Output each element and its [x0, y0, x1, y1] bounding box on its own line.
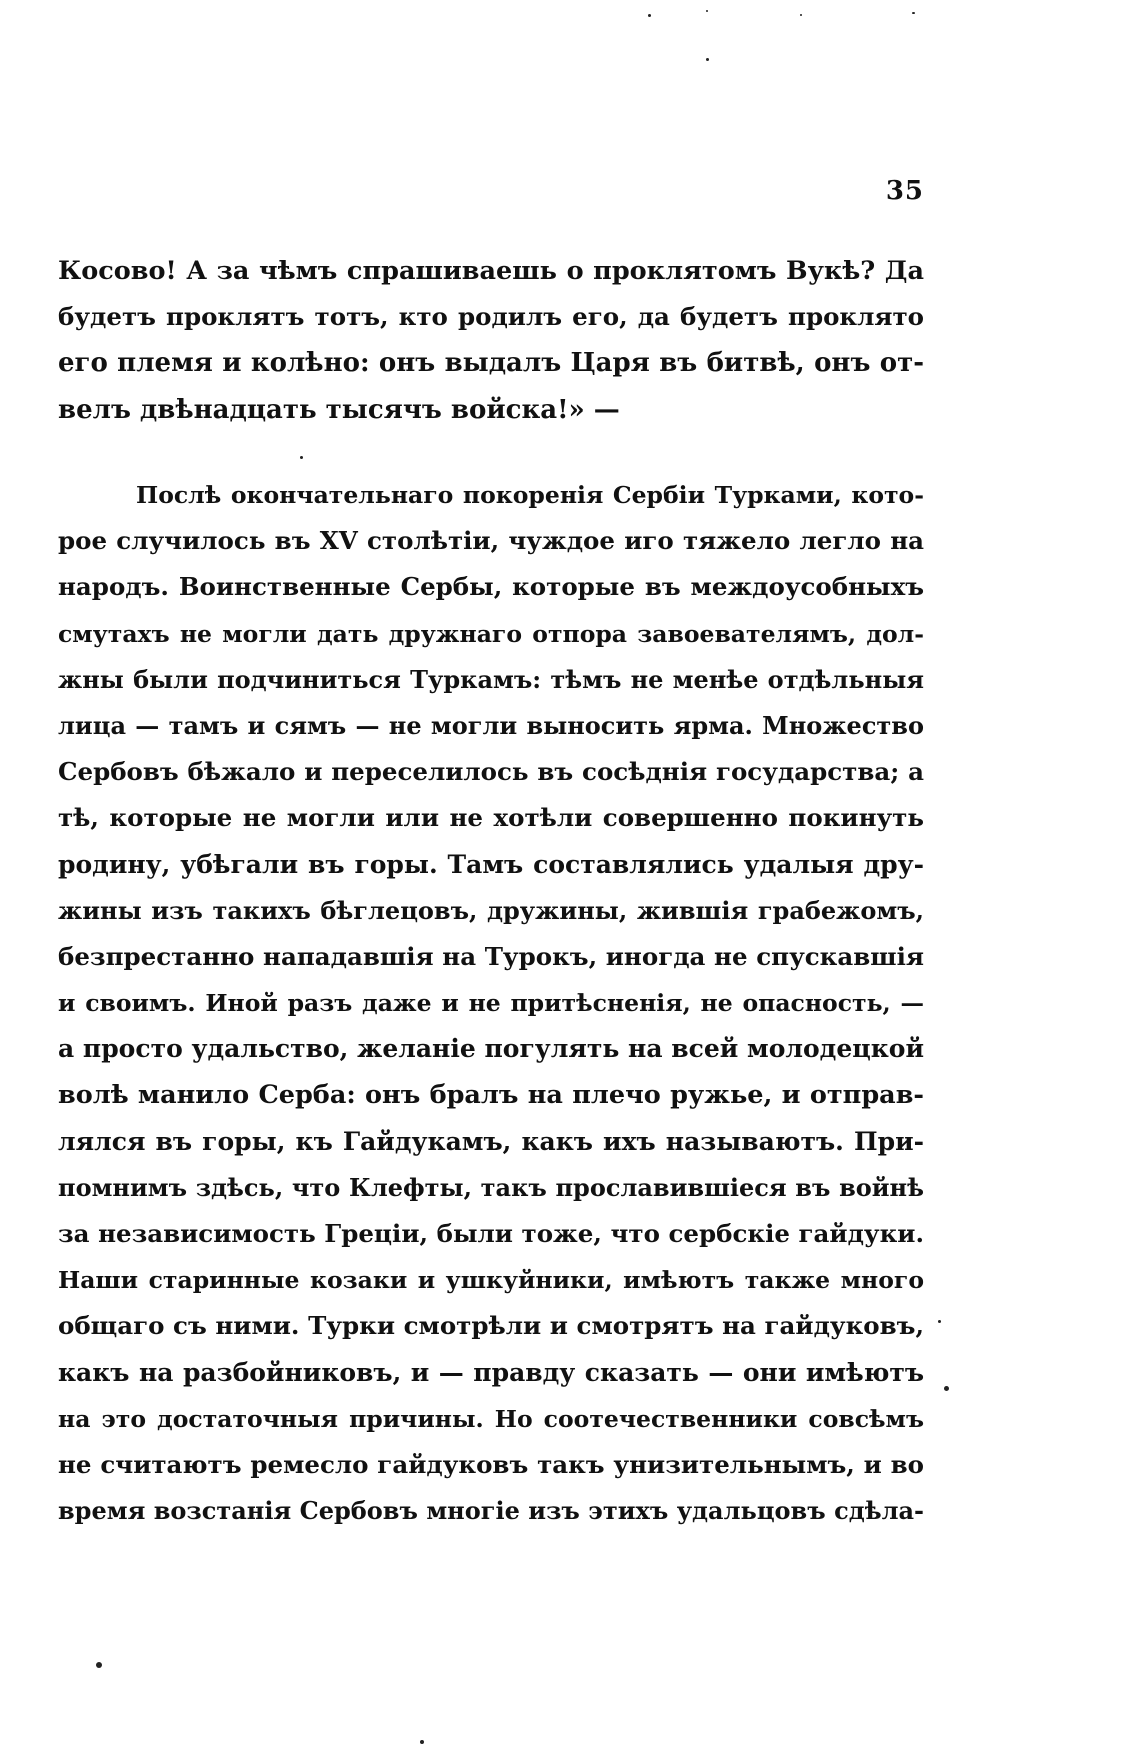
text-line: Наши старинные козаки и ушкуйники, имѣютъ также много [58, 1266, 924, 1295]
text-line: помнимъ здѣсь, что Клефты, такъ прославившіеся въ войнѣ [58, 1172, 924, 1202]
text-line: велъ двѣнадцать тысячъ войска!» — [58, 394, 620, 425]
scan-speck [648, 14, 651, 17]
text-line: смутахъ не могли дать дружнаго отпора завоевателямъ, дол- [58, 619, 924, 648]
text-line: будетъ проклятъ тотъ, кто родилъ его, да будетъ проклято [58, 302, 924, 332]
text-line: народъ. Воинственные Сербы, которые въ междоусобныхъ [58, 572, 924, 602]
text-line: какъ на разбойниковъ, и — правду сказать — они имѣютъ [58, 1357, 924, 1387]
text-line: лица — тамъ и сямъ — не могли выносить ярма. Множество [58, 710, 924, 740]
text-line: Сербовъ бѣжало и переселилось въ сосѣднія государства; а [58, 757, 924, 787]
text-line: на это достаточныя причины. Но соотечественники совсѣмъ [58, 1404, 924, 1433]
paragraph-1 [58, 248, 924, 433]
scan-speck [420, 1740, 424, 1744]
scan-speck [706, 58, 709, 61]
text-line: родину, убѣгали въ горы. Тамъ составлялись удалыя дру- [58, 849, 924, 879]
scan-speck [944, 1386, 949, 1391]
scan-speck [706, 10, 708, 12]
text-line: и своимъ. Иной разъ даже и не притѣсненія, не опасность, — [58, 989, 924, 1018]
text-line: а просто удальство, желаніе погулять на всей молодецкой [58, 1034, 924, 1064]
text-line: тѣ, которые не могли или не хотѣли совершенно покинуть [58, 803, 924, 833]
text-line: Послѣ окончательнаго покоренія Сербіи Турками, кото- [136, 481, 924, 509]
text-line: Косово! А за чѣмъ спрашиваешь о проклятомъ Вукѣ? Да [58, 256, 924, 286]
scan-speck [300, 456, 303, 459]
text-line: его племя и колѣно: онъ выдалъ Царя въ битвѣ, онъ от- [58, 348, 924, 379]
text-line: волѣ манило Серба: онъ бралъ на плечо ружье, и отправ- [58, 1080, 924, 1111]
text-line: время возстанія Сербовъ многіе изъ этихъ удальцовъ сдѣла- [58, 1496, 924, 1526]
text-line: жны были подчиниться Туркамъ: тѣмъ не менѣе отдѣльныя [58, 664, 924, 694]
page-number: 35 [885, 176, 924, 206]
paragraph-2 [58, 472, 924, 1534]
text-line: рое случилось въ XV столѣтіи, чуждое иго тяжело легло на [58, 526, 924, 556]
scan-speck [938, 1320, 941, 1323]
text-line: не считаютъ ремесло гайдуковъ такъ унизительнымъ, и во [58, 1449, 924, 1479]
text-line: за независимость Греціи, были тоже, что сербскіе гайдуки. [58, 1219, 924, 1248]
text-line: общаго съ ними. Турки смотрѣли и смотрятъ на гайдуковъ, [58, 1311, 924, 1341]
scan-speck [800, 14, 802, 16]
text-line: жины изъ такихъ бѣглецовъ, дружины, жившія грабежомъ, [58, 895, 924, 925]
scan-speck [96, 1662, 102, 1668]
scan-speck [912, 12, 915, 14]
text-line: лялся въ горы, къ Гайдукамъ, какъ ихъ называютъ. При- [58, 1126, 924, 1156]
text-line: безпрестанно нападавшія на Турокъ, иногда не спускавшія [58, 941, 924, 971]
